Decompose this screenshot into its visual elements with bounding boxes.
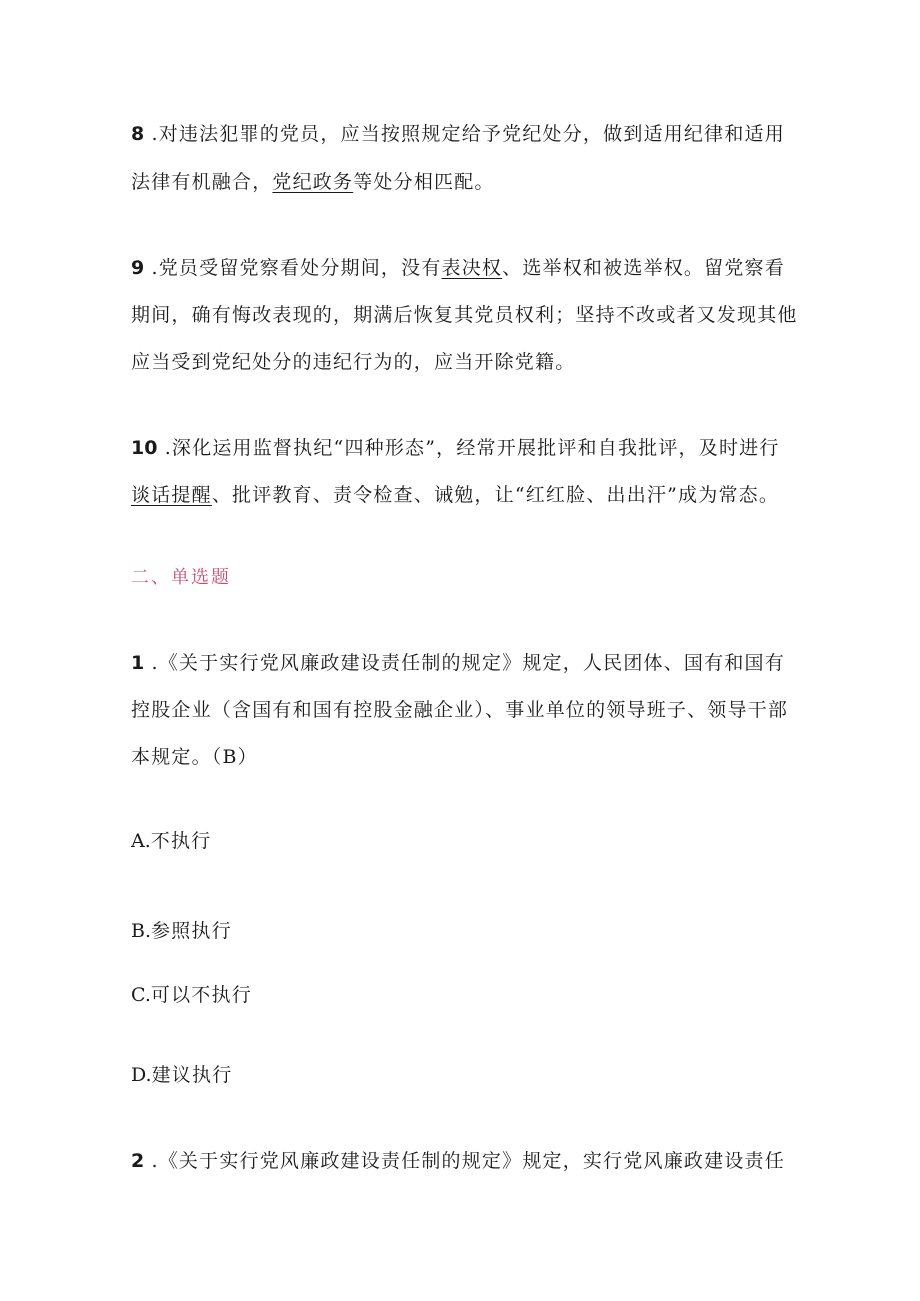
mc2-number: 2 [131,1150,145,1172]
mc1-option-b [131,919,232,943]
q8-number: 8 [131,123,145,145]
q9-line-2: 期间，确有悔改表现的，期满后恢复其党员权利；坚持不改或者又发现其他 [131,304,798,326]
q8-line-2 [131,170,495,194]
option-b-letter: B. [131,920,152,942]
q9-line-1 [131,256,785,280]
mc1-option-a [131,829,211,853]
mc1-text-1: .《关于实行党风廉政建设责任制的规定》规定，人民团体、国有和国有 [144,652,785,674]
q9-text-1-pre: .党员受留党察看处分期间，没有 [144,257,442,279]
mc1-option-c [131,983,252,1007]
option-d-text: 建议执行 [151,1064,233,1086]
q10-number: 10 [131,437,158,459]
q10-line-2 [131,483,779,507]
mc1-option-d [131,1063,232,1087]
q9-number: 9 [131,257,145,279]
option-a-text: 不执行 [150,830,212,852]
q9-line-3: 应当受到党纪处分的违纪行为的，应当开除党籍。 [131,351,576,373]
q10-text-2-post: 、批评教育、责令检查、诫勉，让“红红脸、出出汗”成为常态。 [211,484,780,506]
option-a-letter: A. [131,830,151,852]
q8-text-2-pre: 法律有机融合， [131,171,273,193]
mc2-line-1 [131,1149,785,1173]
option-c-text: 可以不执行 [150,984,252,1006]
q10-line-1 [131,436,780,460]
option-b-text: 参照执行 [151,920,232,942]
option-d-letter: D. [131,1064,152,1086]
mc1-line-2: 控股企业（含国有和国有控股金融企业）、事业单位的领导班子、领导干部 [131,699,789,721]
q10-text-1: .深化运用监督执纪“四种形态”，经常开展批评和自我批评，及时进行 [157,437,780,459]
q9-text-1-post: 、选举权和被选举权。留党察看 [502,257,785,279]
q8-line-1 [131,122,785,146]
option-c-letter: C. [131,984,151,1006]
mc1-line-1 [131,651,785,675]
q9-answer-underlined: 表决权 [441,257,503,279]
mc1-number: 1 [131,652,145,674]
q8-text-2-post: 等处分相匹配。 [353,171,495,193]
q10-answer-underlined: 谈话提醒 [131,484,212,506]
q8-answer-underlined: 党纪政务 [272,171,354,193]
q8-text-1: .对违法犯罪的党员，应当按照规定给予党纪处分，做到适用纪律和适用 [144,123,785,145]
section-heading-single-choice: 二、单选题 [131,567,231,588]
mc2-text-1: .《关于实行党风廉政建设责任制的规定》规定，实行党风廉政建设责任 [144,1150,785,1172]
mc1-line-3: 本规定。（B） [131,746,258,768]
